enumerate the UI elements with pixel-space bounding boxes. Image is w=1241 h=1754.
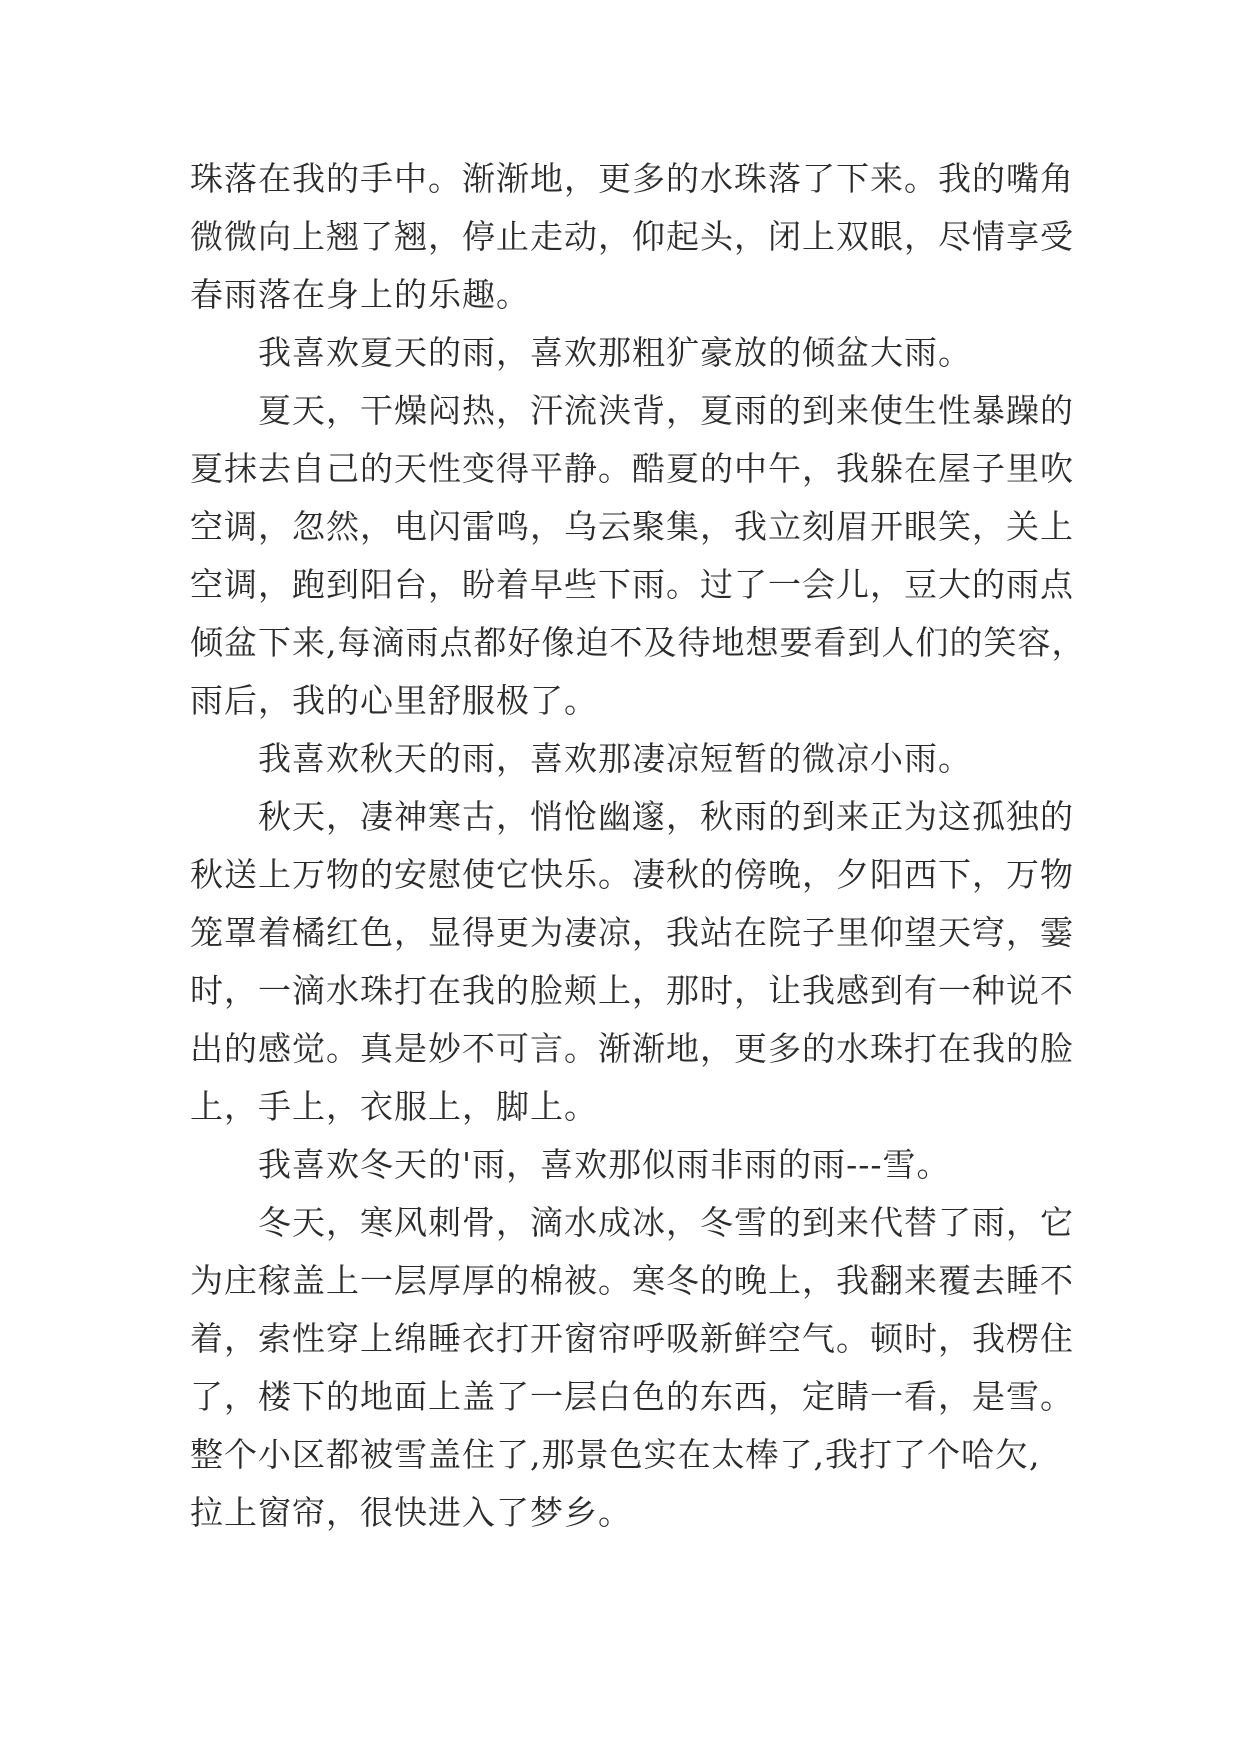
text-line: 我喜欢夏天的雨，喜欢那粗犷豪放的倾盆大雨。 [258,333,972,372]
text-line: 着，索性穿上绵睡衣打开窗帘呼吸新鲜空气。顿时，我楞住 [190,1319,1074,1358]
text-line: 笼罩着橘红色，显得更为凄凉，我站在院子里仰望天穹，霎 [190,913,1074,952]
text-line: 了，楼下的地面上盖了一层白色的东西，定睛一看，是雪。 [190,1377,1074,1416]
text-line: 倾盆下来,每滴雨点都好像迫不及待地想要看到人们的笑容， [190,623,1086,662]
text-line: 我喜欢冬天的'雨，喜欢那似雨非雨的雨---雪。 [258,1145,951,1184]
text-line: 时，一滴水珠打在我的脸颊上，那时，让我感到有一种说不 [190,971,1074,1010]
text-line: 雨后，我的心里舒服极了。 [190,681,598,720]
text-line: 秋送上万物的安慰使它快乐。凄秋的傍晚，夕阳西下，万物 [190,855,1074,894]
text-line: 珠落在我的手中。渐渐地，更多的水珠落了下来。我的嘴角 [190,159,1074,198]
text-line: 微微向上翘了翘，停止走动，仰起头，闭上双眼，尽情享受 [190,217,1074,256]
text-line: 我喜欢秋天的雨，喜欢那凄凉短暂的微凉小雨。 [258,739,972,778]
text-line: 夏抹去自己的天性变得平静。酷夏的中午，我躲在屋子里吹 [190,449,1074,488]
text-line: 春雨落在身上的乐趣。 [190,275,530,314]
text-line: 夏天，干燥闷热，汗流浃背，夏雨的到来使生性暴躁的 [258,391,1074,430]
text-line: 冬天，寒风刺骨，滴水成冰，冬雪的到来代替了雨，它 [258,1203,1074,1242]
text-line: 空调，忽然，电闪雷鸣，乌云聚集，我立刻眉开眼笑，关上 [190,507,1074,546]
text-line: 整个小区都被雪盖住了,那景色实在太棒了,我打了个哈欠, [190,1435,1041,1474]
body-text [190,150,1086,1542]
text-line: 出的感觉。真是妙不可言。渐渐地，更多的水珠打在我的脸 [190,1029,1074,1068]
text-line: 拉上窗帘，很快进入了梦乡。 [190,1493,632,1532]
text-line: 空调，跑到阳台，盼着早些下雨。过了一会儿，豆大的雨点 [190,565,1074,604]
text-line: 为庄稼盖上一层厚厚的棉被。寒冬的晚上，我翻来覆去睡不 [190,1261,1074,1300]
text-line: 上，手上，衣服上，脚上。 [190,1087,598,1126]
text-line: 秋天，凄神寒古，悄怆幽邃，秋雨的到来正为这孤独的 [258,797,1074,836]
